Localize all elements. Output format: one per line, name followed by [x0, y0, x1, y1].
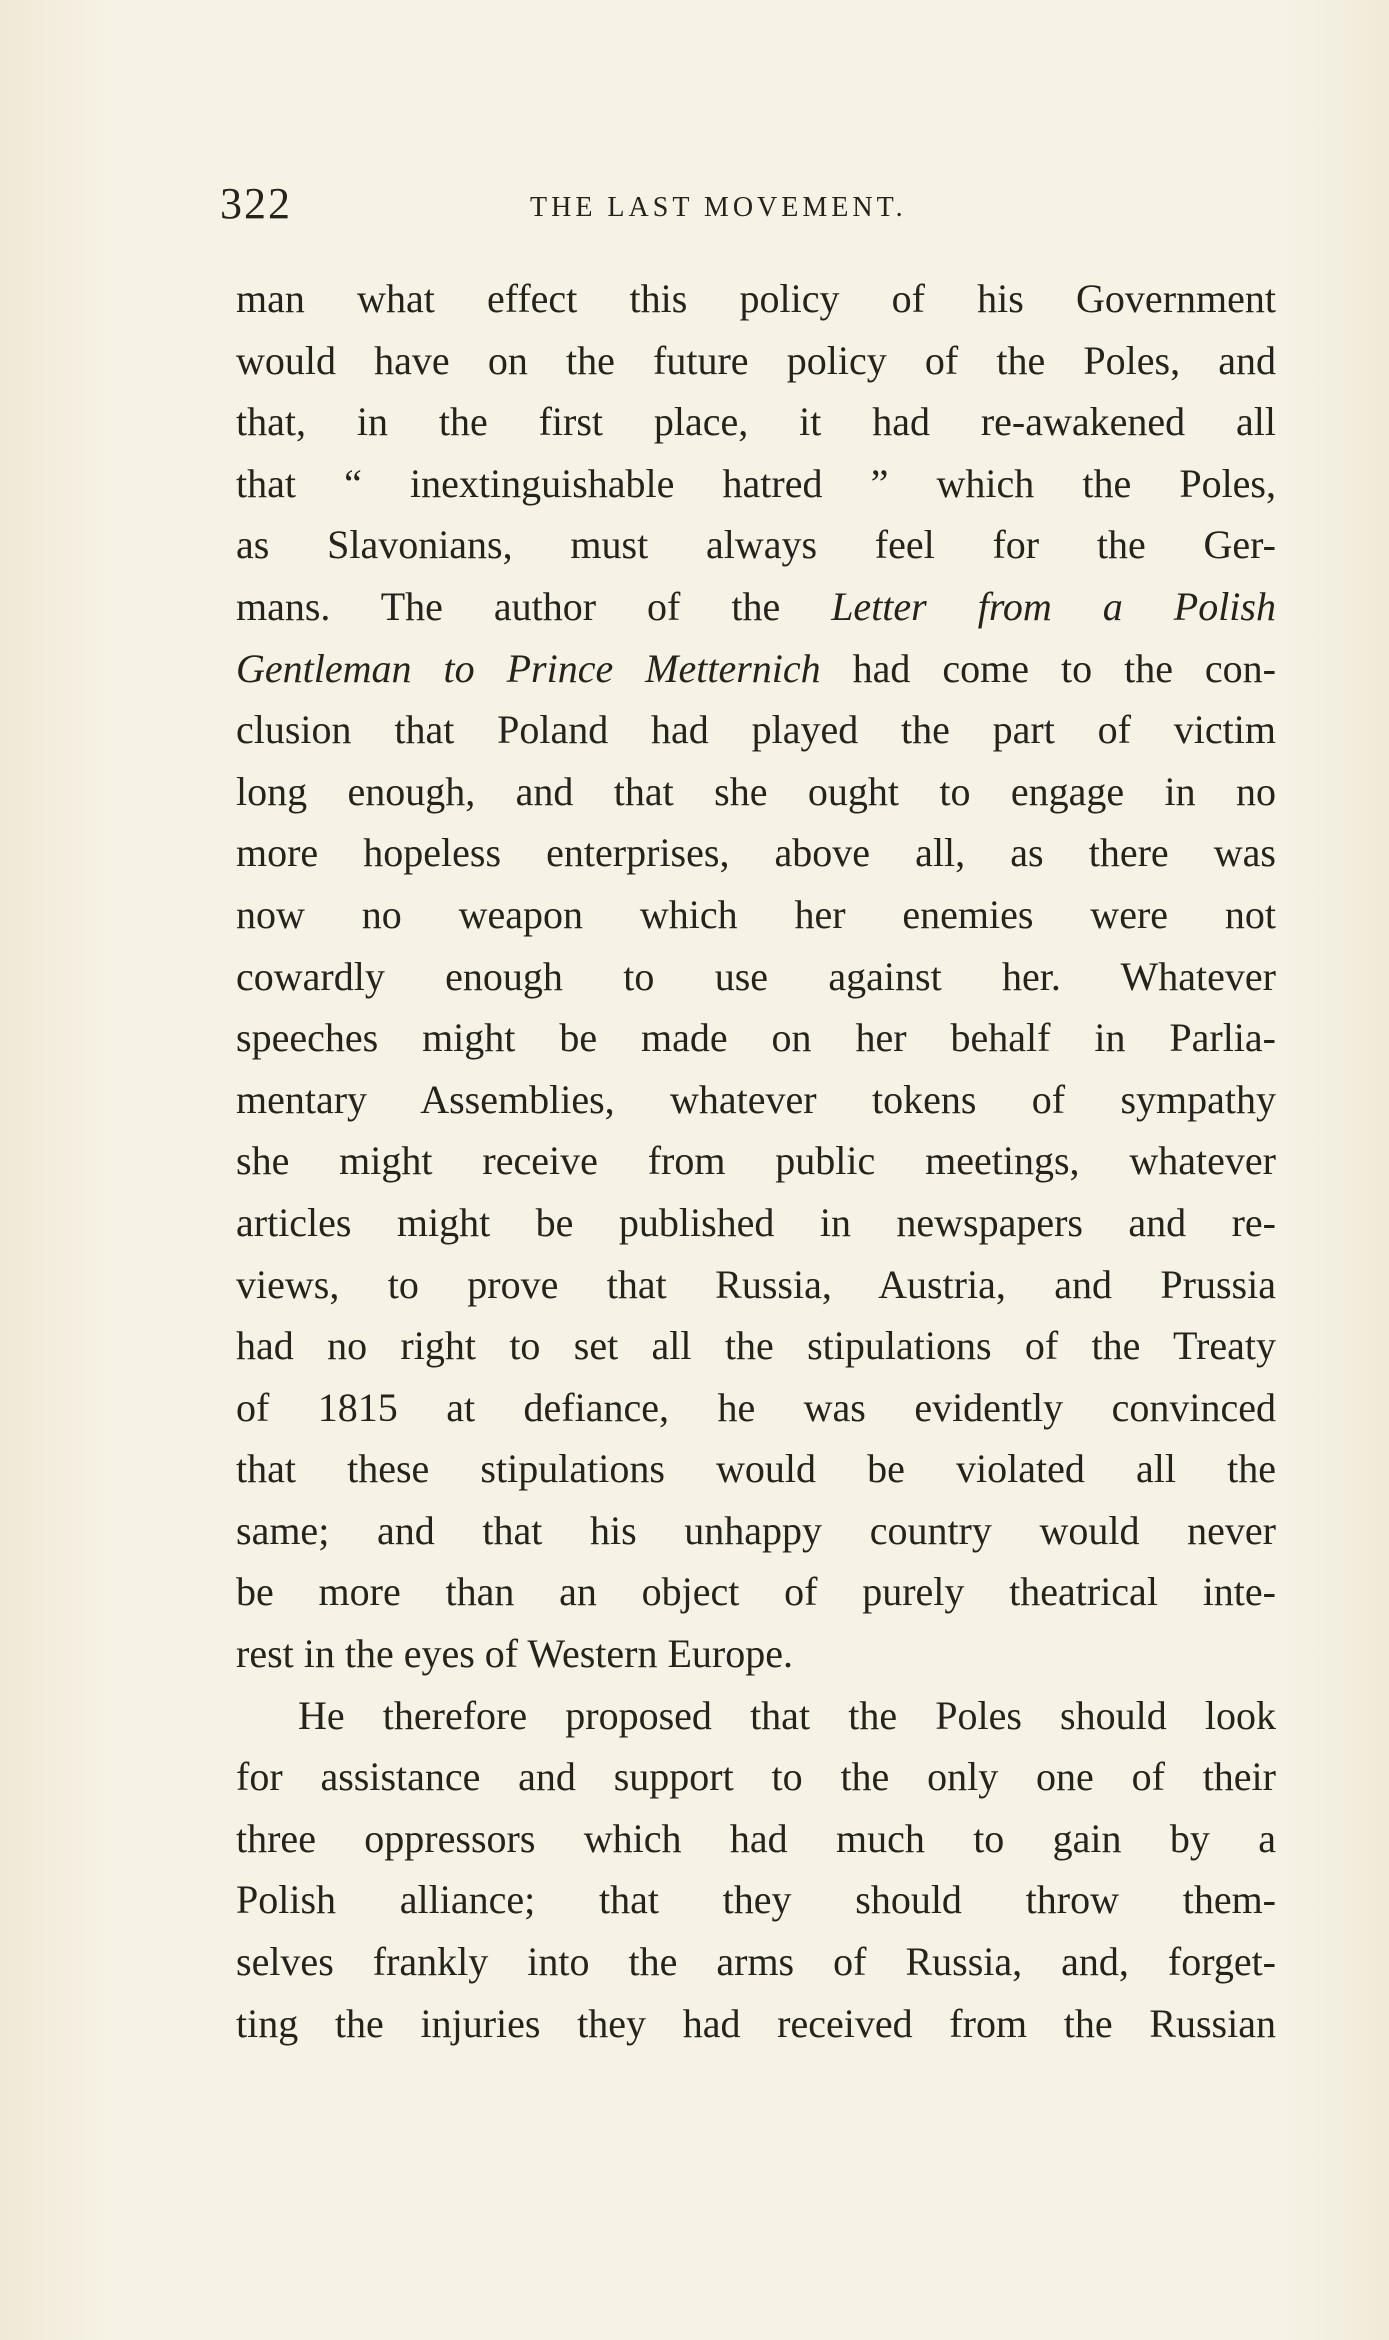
- text-line: she might receive from public meetings, whatever: [236, 1138, 1276, 1184]
- text-line: that “ inextinguishable hatred ” which the Poles,: [236, 460, 1276, 506]
- text-line: for assistance and support to the only one of their: [236, 1754, 1276, 1800]
- text-line: more hopeless enterprises, above all, as there was: [236, 830, 1276, 876]
- body-text: [236, 268, 1276, 2054]
- text-line: selves frankly into the arms of Russia, and, forget-: [236, 1939, 1276, 1985]
- text-line: as Slavonians, must always feel for the Ger-: [236, 522, 1276, 568]
- paragraph-start-line: He therefore proposed that the Poles should look: [298, 1692, 1276, 1738]
- text-line: same; and that his unhappy country would never: [236, 1507, 1276, 1553]
- text-line: three oppressors which had much to gain by a: [236, 1815, 1276, 1861]
- text-line: man what effect this policy of his Government: [236, 276, 1276, 321]
- text-line: cowardly enough to use against her. Whatever: [236, 953, 1276, 999]
- paragraph-end-line: rest in the eyes of Western Europe.: [236, 1631, 793, 1677]
- text-line: now no weapon which her enemies were not: [236, 891, 1276, 937]
- text-run: mans. The author of the: [236, 583, 832, 629]
- text-line: speeches might be made on her behalf in Parlia-: [236, 1015, 1276, 1061]
- book-title-italic: Letter from a Polish: [831, 583, 1276, 629]
- text-line: mentary Assemblies, whatever tokens of sympathy: [236, 1076, 1276, 1122]
- text-line: that, in the first place, it had re-awakened all: [236, 399, 1276, 445]
- text-line: that these stipulations would be violated all the: [236, 1446, 1276, 1492]
- running-title: THE LAST MOVEMENT.: [530, 192, 907, 223]
- running-head: [220, 178, 1278, 238]
- text-line: Polish alliance; that they should throw them-: [236, 1877, 1276, 1923]
- book-title-italic: Gentleman to Prince Metternich: [236, 645, 821, 691]
- text-line: be more than an object of purely theatrical inte-: [236, 1569, 1276, 1615]
- text-line: articles might be published in newspapers and re-: [236, 1199, 1276, 1245]
- text-line: had no right to set all the stipulations of the Treaty: [236, 1323, 1276, 1369]
- text-line: views, to prove that Russia, Austria, and Prussia: [236, 1261, 1276, 1307]
- text-run: had come to the con-: [820, 645, 1276, 691]
- text-line: [236, 576, 1276, 638]
- text-line: long enough, and that she ought to engage in no: [236, 768, 1276, 814]
- page-number: 322: [220, 179, 292, 228]
- text-line: of 1815 at defiance, he was evidently convinced: [236, 1384, 1276, 1430]
- text-line: would have on the future policy of the Poles, and: [236, 337, 1276, 383]
- text-line: [236, 638, 1276, 700]
- text-line: clusion that Poland had played the part of victim: [236, 707, 1276, 753]
- text-line: ting the injuries they had received from the Russian: [236, 2000, 1276, 2046]
